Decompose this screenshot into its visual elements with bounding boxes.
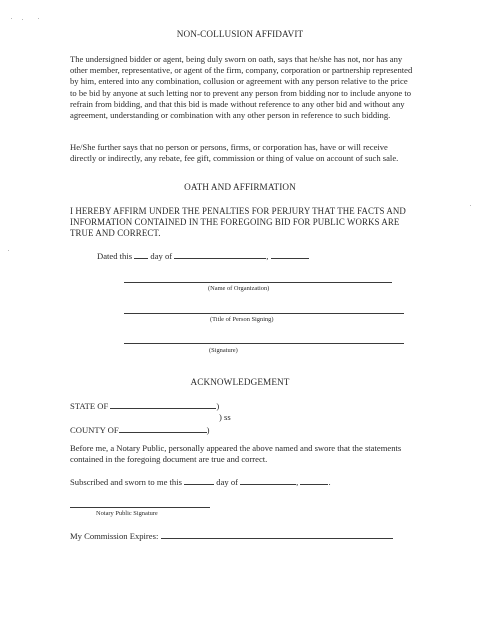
scan-speck xyxy=(8,250,9,251)
person-signature-line[interactable] xyxy=(124,343,404,344)
commission-line xyxy=(70,530,393,541)
oath-heading: OATH AND AFFIRMATION xyxy=(184,182,296,192)
scan-speck xyxy=(38,18,39,19)
subscribed-day-of-label: day of xyxy=(216,477,238,487)
organization-signature-line[interactable] xyxy=(124,282,392,283)
day-of-label: day of xyxy=(150,251,173,261)
title-signature-line[interactable] xyxy=(124,313,404,314)
state-line xyxy=(70,400,219,411)
dated-line xyxy=(97,250,309,261)
state-paren: ) xyxy=(216,401,220,411)
subscribed-period: . xyxy=(328,477,331,487)
subscribed-label: Subscribed and sworn to me this xyxy=(70,477,182,487)
year-field[interactable] xyxy=(271,250,309,259)
notary-statement: Before me, a Notary Public, personally appeared the above named and swore that the statements contained in the foregoing document are true and correct. xyxy=(70,443,402,465)
subscribed-comma: , xyxy=(296,477,299,487)
dated-comma: , xyxy=(266,251,269,261)
signature-caption: (Signature) xyxy=(209,347,238,354)
subscribed-year-field[interactable] xyxy=(300,476,331,487)
organization-caption: (Name of Organization) xyxy=(208,285,270,292)
day-field[interactable] xyxy=(134,250,148,259)
subscribed-line xyxy=(70,476,331,487)
county-field[interactable] xyxy=(119,424,207,433)
scan-speck xyxy=(11,18,12,19)
notary-signature-line[interactable] xyxy=(70,507,210,508)
subscribed-day-field[interactable] xyxy=(184,476,214,485)
affidavit-paragraph-1: The undersigned bidder or agent, being duly sworn on oath, says that he/she has not, nor has any other member, representative, or agent of the firm, company, corporation or partnership represented by him, entered into any combination, collusion or agreement with any person relative to the price to be bid by anyone at such letting nor to prevent any person from bidding nor to include anyone to refrain from bidding, and that this bid is made without reference to any other bid and without any agreement, understanding or combination with any other person in reference to such bidding. xyxy=(70,54,413,121)
affidavit-paragraph-2: He/She further says that no person or persons, firms, or corporation has, have or will receive directly or indirectly, any rebate, fee gift, commission or thing of value on account of such sale. xyxy=(70,142,399,164)
state-label: STATE OF xyxy=(70,401,109,411)
county-line xyxy=(70,424,210,435)
commission-label: My Commission Expires: xyxy=(70,531,159,541)
county-label: COUNTY OF xyxy=(70,425,119,435)
scan-speck xyxy=(22,19,23,20)
state-field[interactable] xyxy=(110,400,216,409)
county-paren: ) xyxy=(206,425,210,435)
document-title: NON-COLLUSION AFFIDAVIT xyxy=(176,29,304,39)
title-caption: (Title of Person Signing) xyxy=(210,316,274,323)
dated-this-label: Dated this xyxy=(97,251,133,261)
subscribed-month-field[interactable] xyxy=(240,476,299,487)
scan-speck xyxy=(470,205,471,206)
month-field[interactable] xyxy=(174,250,269,261)
oath-statement: I HEREBY AFFIRM UNDER THE PENALTIES FOR PERJURY THAT THE FACTS AND INFORMATION CONTAINED IN THE FOREGOING BID FOR PUBLIC WORKS ARE TRUE AND CORRECT. xyxy=(70,206,406,239)
commission-expiry-field[interactable] xyxy=(161,530,393,539)
notary-signature-caption: Notary Public Signature xyxy=(96,510,158,517)
ss-label: ) ss xyxy=(219,412,231,422)
acknowledgement-heading: ACKNOWLEDGEMENT xyxy=(190,377,290,387)
